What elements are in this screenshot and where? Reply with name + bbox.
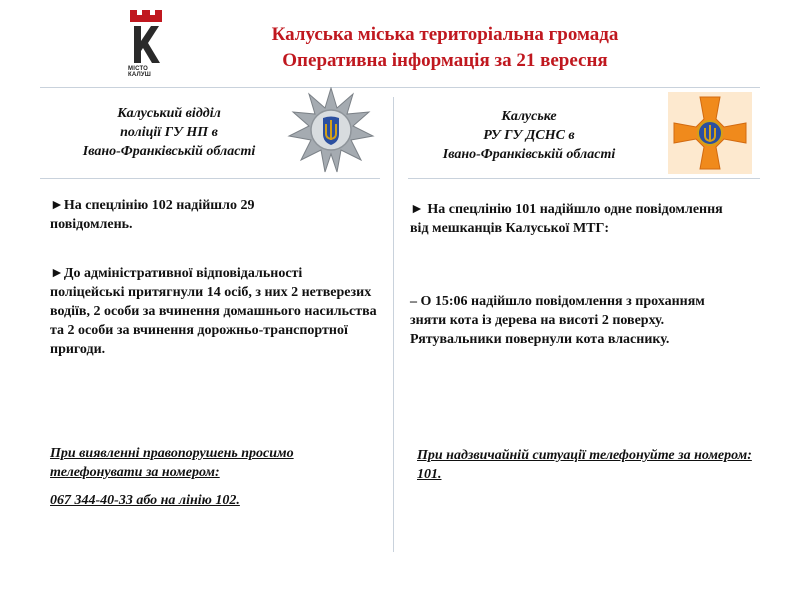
dsns-calls-paragraph: ► На спецлінію 101 надійшло одне повідомлення від мешканців Калуської МТГ: bbox=[410, 202, 723, 236]
dsns-emblem bbox=[668, 92, 752, 174]
police-emblem bbox=[286, 87, 376, 173]
dsns-department-name: Калуське РУ ГУ ДСНС в Івано-Франківській області bbox=[442, 109, 616, 162]
column-divider bbox=[393, 97, 394, 552]
dsns-cross-icon bbox=[668, 92, 752, 174]
police-department-name: Калуський відділ поліції ГУ НП в Івано-Франківській області bbox=[82, 106, 256, 159]
police-violations-paragraph: ►До адміністративної відповідальності поліцейські притягнули 14 осіб, з них 2 нетверезих водіїв, 2 особи за вчинення домашнього насильства та 2 особи за вчинення дорожньо-транспортної пригоди. bbox=[50, 266, 377, 357]
police-contact-note: При виявленні правопорушень просимо телефонувати за номером: bbox=[50, 446, 294, 480]
dsns-header-divider bbox=[408, 178, 760, 179]
police-star-icon bbox=[286, 87, 376, 173]
police-header-divider bbox=[40, 178, 380, 179]
city-logo bbox=[126, 8, 166, 80]
police-calls-paragraph: ►На спецлінію 102 надійшло 29 повідомлень. bbox=[50, 198, 255, 232]
page-title: Калуська міська територіальна громада bbox=[271, 24, 619, 45]
kalush-logo-icon bbox=[126, 8, 166, 66]
police-phone-number[interactable]: 067 344-40-33 або на лінію 102. bbox=[50, 493, 240, 508]
logo-caption: МІСТО КАЛУШ bbox=[128, 66, 152, 78]
dsns-contact-note: При надзвичайній ситуації телефонуйте за номером: 101. bbox=[417, 448, 752, 482]
dsns-incident-paragraph: – О 15:06 надійшло повідомлення з проханням зняти кота із дерева на висоті 2 поверху. Рятувальники повернули кота власнику. bbox=[410, 294, 705, 347]
page-subtitle: Оперативна інформація за 21 вересня bbox=[282, 50, 608, 71]
top-divider bbox=[40, 87, 760, 88]
